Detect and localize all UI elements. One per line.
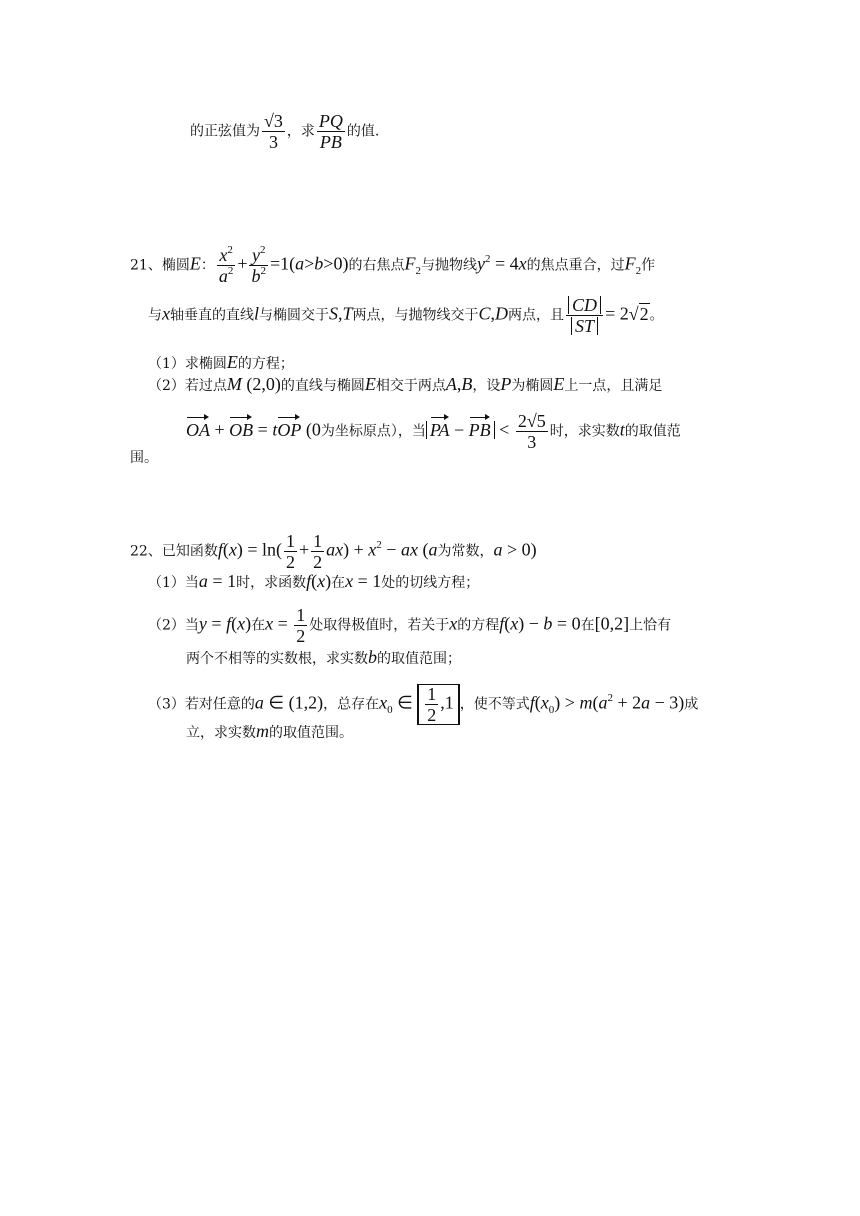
q22-part1: （1）当a = 1时，求函数f(x)在x = 1处的切线方程； (148, 571, 480, 591)
q21-part1: （1）求椭圆E的方程； (148, 352, 294, 372)
q22-part3-line1: （3）若对任意的a ∈ (1,2)，总存在$x_0$ ∈ $\frac{1}{2}$ ,1 ，使不等式$f(x_0) > m(a^2 + 2a - 3)$成 (148, 684, 699, 725)
q21-line-2: 与x轴垂直的直线l与椭圆交于S,T两点，与抛物线交于C,D两点，且 $\frac{CD}{ST}$ = 2√2。 (148, 295, 664, 336)
q21-number: 21、 (130, 257, 162, 274)
fragment-line: 的正弦值为 $\frac{√3}{3}$ ，求 $\frac{PQ}{PB}$ 的值. (190, 111, 380, 152)
q21-part2-wrap: 围。 (130, 450, 158, 466)
q22-line-1: 22、已知函数f(x) = ln( $\frac{1}{2}$ + $\frac{1}{2}$ $ax) + x^2$ − ax (a为常数，a > 0) (130, 531, 537, 572)
q21-part2-line1: （2）若过点M (2,0)的直线与椭圆E相交于两点A,B，设P为椭圆E上一点，且满足 (148, 374, 663, 394)
q21-part2-line2: OA + OB = tOP (0为坐标原点），当 PA − PB < $\frac{2√5}{3}$ 时，求实数t的取值范 (186, 411, 681, 452)
q22-number: 22、 (130, 543, 162, 560)
y2-over-b2: $\frac{y^2}{b^2}$ (251, 244, 266, 286)
2sqrt5-over-3-fraction: $\frac{2√5}{3}$ (517, 411, 546, 452)
x2-over-a2: $\frac{x^2}{a^2}$ (218, 244, 234, 286)
q22-part2-wrap: 两个不相等的实数根，求实数b的取值范围； (186, 647, 461, 667)
sqrt3-over-3-fraction: $\frac{√3}{3}$ (264, 111, 283, 152)
q22-part3-wrap: 立，求实数m的取值范围。 (186, 721, 353, 741)
fragment-text: 的正弦值为 (190, 123, 260, 140)
cd-over-st-fraction: $\frac{CD}{ST}$ (566, 296, 603, 335)
pq-over-pb-fraction: $\frac{PQ}{PB}$ (318, 111, 343, 152)
q22-part2-line1: （2）当y = f(x)在x = $\frac{1}{2}$ 处取得极值时，若关于x的方程f(x) − b = 0在[0,2]上恰有 (148, 605, 672, 646)
q21-line-1: 21、椭圆E： $\frac{x^2}{a^2}$ + $\frac{y^2}{b^2}$ =1(a>b>0)的右焦点$F_2$与抛物线$y^2 = 4x$的焦点重合，过$F_2$作 (130, 244, 656, 286)
